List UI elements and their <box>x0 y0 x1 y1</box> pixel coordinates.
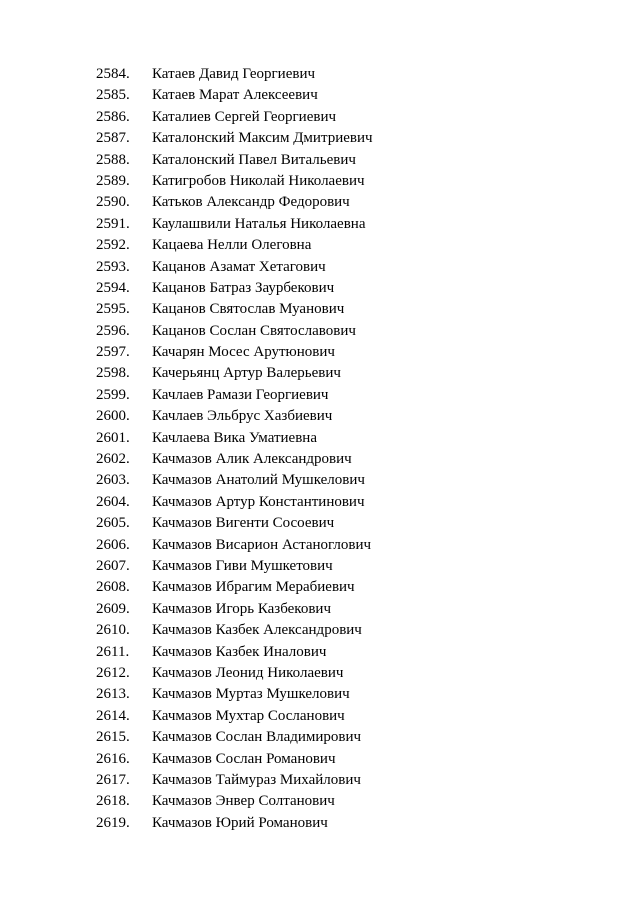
entry-number: 2585. <box>96 87 130 104</box>
list-item <box>96 150 616 171</box>
entry-number: 2616. <box>96 750 130 767</box>
entry-number: 2594. <box>96 279 130 296</box>
list-item <box>96 577 616 598</box>
entry-name: Качмазов Юрий Романович <box>152 814 328 831</box>
entry-name: Качмазов Муртаз Мушкелович <box>152 686 350 703</box>
list-item <box>96 428 616 449</box>
entry-number: 2614. <box>96 707 130 724</box>
list-item <box>96 299 616 320</box>
entry-number: 2608. <box>96 579 130 596</box>
entry-name: Кацанов Азамат Хетагович <box>152 258 326 275</box>
list-item <box>96 620 616 641</box>
entry-name: Качерьянц Артур Валерьевич <box>152 365 341 382</box>
entry-name: Качмазов Ибрагим Мерабиевич <box>152 579 355 596</box>
entry-name: Каулашвили Наталья Николаевна <box>152 215 366 232</box>
entry-name: Качмазов Энвер Солтанович <box>152 793 335 810</box>
entry-name: Катаев Давид Георгиевич <box>152 66 316 82</box>
entry-name: Кацанов Сослан Святославович <box>152 322 356 339</box>
entry-name: Катигробов Николай Николаевич <box>152 172 365 189</box>
entry-name: Качмазов Артур Константинович <box>152 493 365 510</box>
entry-name: Каталонский Павел Витальевич <box>152 151 356 168</box>
list-item <box>96 128 616 149</box>
list-item <box>96 406 616 427</box>
list-item <box>96 363 616 384</box>
entry-number: 2601. <box>96 429 130 446</box>
list-item <box>96 321 616 342</box>
entry-name: Качмазов Казбек Иналович <box>152 643 327 660</box>
list-item <box>96 513 616 534</box>
list-item <box>96 684 616 705</box>
entry-name: Кацанов Святослав Муанович <box>152 301 345 318</box>
entry-name: Кацанов Батраз Заурбекович <box>152 279 335 296</box>
entry-number: 2588. <box>96 151 130 168</box>
list-item <box>96 791 616 812</box>
list-item <box>96 727 616 748</box>
list-item <box>96 385 616 406</box>
entry-number: 2586. <box>96 108 130 125</box>
entry-name: Качмазов Игорь Казбекович <box>152 600 331 617</box>
entry-number: 2618. <box>96 793 130 810</box>
entry-number: 2609. <box>96 600 130 617</box>
entry-name: Качмазов Алик Александрович <box>152 451 352 468</box>
list-item <box>96 535 616 556</box>
entry-name: Качмазов Казбек Александрович <box>152 622 362 639</box>
entry-number: 2613. <box>96 686 130 703</box>
entry-number: 2612. <box>96 664 130 681</box>
list-item <box>96 192 616 213</box>
entry-name: Каталиев Сергей Георгиевич <box>152 108 337 125</box>
entry-number: 2611. <box>96 643 130 660</box>
entry-number: 2603. <box>96 472 130 489</box>
list-item <box>96 492 616 513</box>
entry-name: Качлаев Эльбрус Хазбиевич <box>152 408 333 425</box>
list-item <box>96 749 616 770</box>
entry-number: 2607. <box>96 557 130 574</box>
entry-number: 2600. <box>96 408 130 425</box>
list-item <box>96 342 616 363</box>
list-item <box>96 235 616 256</box>
entry-name: Катьков Александр Федорович <box>152 194 350 211</box>
list-item <box>96 257 616 278</box>
list-item <box>96 663 616 684</box>
entry-number: 2617. <box>96 771 130 788</box>
entry-number: 2587. <box>96 130 130 147</box>
entry-number: 2604. <box>96 493 130 510</box>
entry-name: Качмазов Висарион Астаноглович <box>152 536 372 553</box>
list-item <box>96 107 616 128</box>
list-item <box>96 642 616 663</box>
entry-number: 2602. <box>96 451 130 468</box>
entry-number: 2596. <box>96 322 130 339</box>
entry-name: Качмазов Анатолий Мушкелович <box>152 472 365 489</box>
entry-number: 2610. <box>96 622 130 639</box>
entry-number: 2589. <box>96 172 130 189</box>
entry-name: Каталонский Максим Дмитриевич <box>152 130 373 147</box>
entry-number: 2591. <box>96 215 130 232</box>
entry-number: 2597. <box>96 344 130 361</box>
entry-number: 2615. <box>96 729 130 746</box>
list-item <box>96 278 616 299</box>
name-list <box>96 64 616 834</box>
list-item <box>96 214 616 235</box>
entry-number: 2598. <box>96 365 130 382</box>
list-item <box>96 706 616 727</box>
entry-number: 2595. <box>96 301 130 318</box>
list-item <box>96 449 616 470</box>
entry-name: Качмазов Мухтар Сосланович <box>152 707 345 724</box>
list-item <box>96 813 616 834</box>
entry-name: Качмазов Таймураз Михайлович <box>152 771 361 788</box>
list-item <box>96 85 616 106</box>
entry-number: 2619. <box>96 814 130 831</box>
entry-name: Качарян Мосес Арутюнович <box>152 344 335 361</box>
entry-number: 2606. <box>96 536 130 553</box>
entry-name: Качлаев Рамази Георгиевич <box>152 386 329 403</box>
list-item <box>96 171 616 192</box>
entry-number: 2584. <box>96 66 130 82</box>
entry-number: 2590. <box>96 194 130 211</box>
entry-number: 2592. <box>96 237 130 254</box>
entry-name: Качлаева Вика Уматиевна <box>152 429 317 446</box>
list-item <box>96 470 616 491</box>
entry-name: Катаев Марат Алексеевич <box>152 87 318 104</box>
list-item <box>96 556 616 577</box>
list-item <box>96 770 616 791</box>
entry-name: Качмазов Вигенти Сосоевич <box>152 515 335 532</box>
entry-name: Качмазов Леонид Николаевич <box>152 664 344 681</box>
entry-number: 2593. <box>96 258 130 275</box>
list-item <box>96 599 616 620</box>
entry-name: Качмазов Гиви Мушкетович <box>152 557 333 574</box>
list-item <box>96 64 616 85</box>
entry-number: 2605. <box>96 515 130 532</box>
entry-name: Качмазов Сослан Владимирович <box>152 729 362 746</box>
entry-name: Качмазов Сослан Романович <box>152 750 336 767</box>
entry-name: Кацаева Нелли Олеговна <box>152 237 312 254</box>
entry-number: 2599. <box>96 386 130 403</box>
